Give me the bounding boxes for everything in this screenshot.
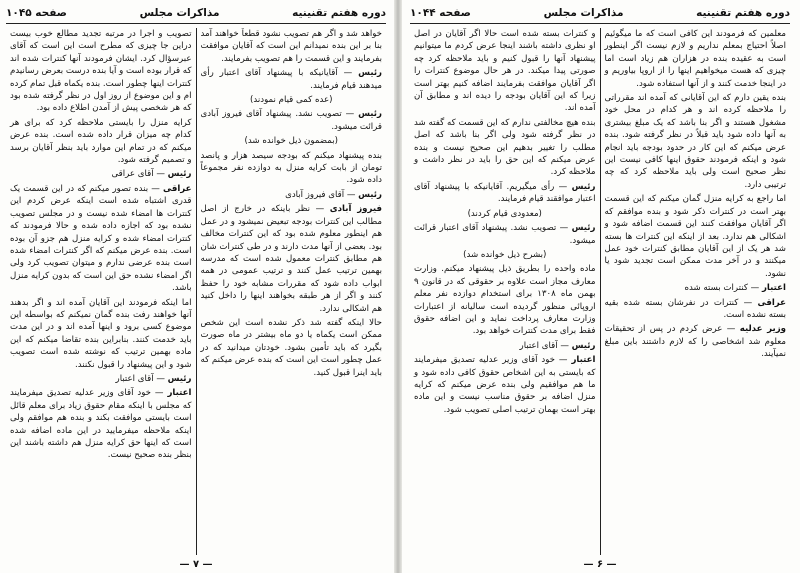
paragraph: رئیس — آقای عراقی [111,169,192,180]
paragraph-text: آقایانیکه با پیشنهاد آقای اعتبار رأی میدهند قیام فرمایند. [200,68,382,91]
paragraph-text: معلمین که فرمودند این کافی است که ما میگوئیم اصلاً احتیاج بمعلم نداریم و لازم نیست اگر اینطور است به عقیده بنده در هزاران هم زیاد است اما چیزی که هست میخواهیم اینها را از اروپا بیاوریم و در اینجا خدمت کنند و از آنها استفاده شود. [604,29,786,89]
right-page-title: مذاکرات مجلس [543,7,624,19]
speaker-name: عراقی [757,297,787,308]
right-header-rule [410,23,790,24]
right-page-number: صفحه ۱۰۴۴ [410,7,471,19]
left-page-title: مذاکرات مجلس [139,7,220,19]
paragraph: رئیس — تصویب نشد. پیشنهاد آقای فیروز آبادی قرائت میشود. [200,109,382,132]
paragraph-text: عرض کردم در پس از تحقیقات معلوم شد اشخاصی را که لازم داشتند باین مبلغ نمیآیند. [604,324,786,360]
paragraph-text: و کنترات بسته شده است حالا اگر آقایان در اصل او نظری داشته باشند اینجا عرض کردم ما میتوانیم پیشنهاد آنها را قبول کنیم و باید ملاحظه کرد چه صورتی پیدا میکند. در هر حال موضوع کنترات را اگر آقایان موافقت بفرمایند اضافه کنیم بهتر است زیرا که این آقایان بودجه را دیده اند و مطابق آن آمده اند. [414,29,596,114]
stage-direction: (عده کمی قیام نمودند) [250,95,333,106]
paragraph: رئیس — تصویب نشد. پیشنهاد آقای اعتبار قرائت میشود. [414,223,596,246]
speaker-name: رئیس [358,189,382,200]
paragraph [605,193,787,280]
paragraph-text: آقای عراقی [111,169,154,180]
paragraph [10,297,192,371]
paragraph-text: آقای فیروز آبادی [285,189,345,200]
speaker-name: فیروز آبادی [329,204,382,215]
left-page-number: صفحه ۱۰۴۵ [6,7,67,19]
right-column-b [601,28,791,555]
paragraph-text: آقای اعتبار [519,340,558,351]
paragraph: رئیس — آقای اعتبار [115,373,192,384]
paragraph: رئیس — آقای فیروز آبادی [285,189,382,200]
speaker-name: رئیس [571,181,596,192]
speaker-name: رئیس [167,169,192,180]
paragraph-text: اما راجع به کرایه منزل گمان میکنم که این قسمت بهتر است در کنترات ذکر شود و بنده موافقم که اگر آقایان موافقت کنند این قسمت اضافه شود و اشکالی هم ندارد. بعد از اینکه این کنترات ها بسته شد هر یک از این آقایان مطابق کنترات خود عمل میکنند و در آخر مدت ممکن است تجدید شود یا نشود. [604,194,786,279]
paragraph [414,28,596,115]
book-gutter [394,0,402,573]
paragraph-text: کنترات بسته شده [684,283,748,294]
paragraph-text: کرایه منزل را بایستی ملاحظه کرد که برای هر کدام چه میزان قرار داده شده است. بنده عرض میکنم که در تمام این موارد باید بنظر آقایان برسد و تصمیم گرفته شود. [10,117,192,166]
left-page-columns [6,28,386,555]
paragraph-text: تصویب و اجرا در مرتبه تجدید مطالع خوب بیست دراین جا چیزی که مطرح است این است که آقای عبرسؤال کرد. ایشان فرمودند آنها کنترات شده اند که قرار بوده است و آیا بنده درست بعرض رسانیدم کنترات اینها چطور است. بنده یکماه قبل تمام کرده ام و این موضوع از روز اول در نظر گرفته شده بود که هر شخصی پیش از آمدن اطلاع داده بود. [10,29,192,114]
paragraph: عراقی — بنده تصور میکنم که در این قسمت یک قدری اشتباه شده است اینکه عرض کردم این کنترات ها امضاء شده نیست و در مجلس تصویب نشده بود که اجازه داده شده و حالا فرمودند که کنترات امضاء شده و کرایه منزل هم جزو آن بوده است. بنده عرض میکنم که اگر کنترات امضاء شده است بنده عرضی ندارم و میتوان تصویب کرد ولی اگر امضاء نشده حق این است که بدون کرایه منزل باشد. [10,183,192,294]
paragraph: فیروز آبادی — نظر باینکه در خارج از اصل مطالب این کنترات بودجه تبعیض نمیشود و در عمل هم اینطور معلوم شده بود که این کنترات مخالف بود. بعضی از آنها مدت دارند و در طی کنترات شان هم مطابق کنترات معمول شده است که مدرسه بهمین ترتیب عمل کنند و ترتیب عمومی در همه ابواب داده شود که مقررات مشابه خود را حفظ کنند و اگر از هر طبقه بخواهند اینها را داخل کنید هم اشکالی ندارد. [200,204,382,314]
paragraph-text: بنده پیشنهاد میکنم که بودجه سیصد هزار و پانصد تومان از بابت کرایه منزل به دوازده نفر مجموعاً داده شود. [200,150,382,186]
right-column-a [410,28,600,555]
paragraph-text: حالا اینکه گفته شد ذکر نشده است این شخص ممکن است یکماه یا دو ماه بیشتر در ماه صورت بگیرد که باید تأمین بشود. خودتان میدانید که در عمل چطور است این است که بنده عرض میکنم که باید اینرا قبول کنید. [200,317,382,378]
speaker-name: رئیس [167,373,192,384]
paragraph [414,117,596,179]
stage-direction: (بمضمون ذیل خوانده شد) [244,136,338,147]
stage-direction: (معدودی قیام کردند) [467,208,542,219]
paragraph [605,92,787,191]
left-page-session: دوره هفتم تقنینیه [292,7,386,19]
paragraph [201,150,383,187]
left-column-a [197,28,387,555]
paragraph: عراقی — کنترات در نفرشان بسته شده بقیه بسته نشده است. [604,297,787,320]
paragraph [10,117,192,167]
paragraph-text: تصویب نشد. پیشنهاد آقای اعتبار قرائت میشود. [414,223,596,246]
paragraph: رئیس — آقای اعتبار [519,340,596,351]
speaker-name: اعتبار [167,388,192,399]
left-column-b [6,28,196,555]
paragraph-text: بنده هیچ مخالفتی ندارم که این قسمت که گفته شد در نظر گرفته شود ولی اگر بنا باشد که اصل مطلب را تغییر بدهیم این صحیح نیست و بنده عرض میکنم که این حق را باید در نظر داشت و ملاحظه کرد. [414,117,596,178]
paragraph-text: خواهد شد و اگر هم تصویب نشود قطعاً خواهند آمد بنا بر این بنده نمیدانم این است که آقایان موافقت بفرمایند و این قسمت را هم تصویب بفرمایند. [200,29,382,64]
speaker-name: اعتبار [571,355,596,366]
speaker-name: عراقی [163,183,192,194]
paragraph-text: رأی میگیریم. آقایانیکه با پیشنهاد آقای اعتبار موافقند قیام فرمایند. [414,181,596,205]
paragraph [10,28,192,115]
paragraph-text: تصویب نشد. پیشنهاد آقای فیروز آبادی قرائت میشود. [200,109,382,132]
paragraph: وزیر عدلیه — عرض کردم در پس از تحقیقات معلوم شد اشخاصی را که لازم داشتند باین مبلغ نمیآیند. [604,324,787,360]
paragraph [605,28,787,90]
left-page-footer: — ۷ — [179,559,213,570]
paragraph-text: کنترات در نفرشان بسته شده بقیه بسته نشده است. [604,297,786,320]
paragraph-text: بنده تصور میکنم که در این قسمت یک قدری اشتباه شده است اینکه عرض کردم این کنترات ها امضاء شده نیست و در مجلس تصویب نشده بود که اجازه داده شده و حالا فرمودند که کنترات امضاء شده و کرایه منزل هم جزو آن بوده است. بنده عرض میکنم که اگر کنترات امضاء شده است بنده عرضی ندارم و میتوان تصویب کرد ولی اگر امضاء نشده حق این است که بدون کرایه منزل باشد. [10,183,192,294]
right-page [404,0,796,573]
paragraph-text: خود آقای وزیر عدلیه تصدیق میفرمایند که مجلس با اینکه مقام حقوق زیاد برای معلم قائل است بایستی موافقت بکند و بنده هم موافقم ولی اینکه ملاحظه میفرمایید در این ماده اضافه شده است که اینها حق کرایه منزل هم داشته باشند این بنظر بنده صحیح نیست. [10,388,192,461]
right-page-session: دوره هفتم تقنینیه [696,7,790,19]
paragraph: اعتبار — خود آقای وزیر عدلیه تصدیق میفرمایند که مجلس با اینکه مقام حقوق زیاد برای معلم قائل است بایستی موافقت بکند و بنده هم موافقم ولی اینکه ملاحظه میفرمایید در این ماده اضافه شده است که اینها حق کرایه منزل هم داشته باشند این بنظر بنده صحیح نیست. [10,388,192,461]
right-page-header [410,4,790,22]
left-page-header [6,4,386,22]
speaker-name: رئیس [571,223,596,234]
paragraph: اعتبار — خود آقای وزیر عدلیه تصدیق میفرمایند که بایستی به این اشخاص حقوق کافی داده شود و ما هم موافقیم ولی بنده عرض میکنم که کرایه منزل اضافه بر حقوق مناسب نیست و این ماده بهتر است بهمان ترتیب اصلی تصویب شود. [414,355,596,415]
paragraph-text: ماده واحده را بطریق ذیل پیشنهاد میکنم. وزارت معارف مجاز است علاوه بر حقوقی که در قانون ۹ بهمن ماه ۱۳۰۸ برای استخدام دوازده نفر معلم اروپائی منظور گردیده است سالیانه از اعتبارات وزارت معارف پرداخت نماید و این اضافه حقوق فقط برای مدت کنترات خواهد بود. [414,264,596,337]
right-column-divider [600,28,601,555]
speaker-name: وزیر عدلیه [739,324,787,335]
paragraph: رئیس — رأی میگیریم. آقایانیکه با پیشنهاد آقای اعتبار موافقند قیام فرمایند. [414,181,596,205]
speaker-name: رئیس [358,68,383,79]
paragraph-text: نظر باینکه در خارج از اصل مطالب این کنترات بودجه تبعیض نمیشود و در عمل هم اینطور معلوم شده بود که این کنترات مخالف بود. بعضی از آنها مدت دارند و در طی کنترات شان هم مطابق کنترات معمول شده است که مدرسه بهمین ترتیب عمل کنند و ترتیب عمومی در همه ابواب داده شود که مقررات مشابه خود را حفظ کنند و اگر از هر طبقه بخواهند اینها را داخل کنید هم اشکالی ندارد. [200,204,382,314]
paragraph-text: آقای اعتبار [115,373,154,384]
right-page-footer: — ۶ — [583,559,617,570]
paragraph: رئیس — آقایانیکه با پیشنهاد آقای اعتبار رأی میدهند قیام فرمایند. [200,68,383,91]
paragraph-text: بنده یقین دارم که این آقایانی که آمده اند مقرراتی را ملاحظه کرده اند و هر کدام در محل خود مشغول هستند و اگر بنا باشد که یک مبلغ بیشتری به آنها داده شود باید قبلاً در نظر گرفته شود. بنده عرض میکنم که این کار در حدود بودجه باید انجام شود و اینکه فرمودند حقوق اینها کافی نیست این نظر صحیح است ولی باید ملاحظه کرد که چه ترتیبی دارد. [604,93,786,190]
right-page-columns [410,28,790,555]
paragraph-text: اما اینکه فرمودند این آقایان آمده اند و اگر بدهند آنها خواهند رفت بنده گمان نمیکنم که بواسطه این موضوع کسی برود و اینها آمده اند و در این مدت باید خدمت کنند. بنابراین بنده تقاضا میکنم که این ماده بهمین ترتیب که نوشته شده است تصویب شود و این پیشنهاد را قبول نکنند. [10,297,192,370]
stage-direction: (بشرح ذیل خوانده شد) [463,249,547,260]
speaker-name: اعتبار [761,283,786,294]
left-page [0,0,392,573]
speaker-name: رئیس [571,340,596,351]
speaker-name: رئیس [358,109,382,120]
paragraph [201,28,383,65]
paragraph: اعتبار — کنترات بسته شده [684,283,786,294]
paragraph [414,263,596,337]
paragraph [201,317,383,379]
left-header-rule [6,23,386,24]
left-column-divider [196,28,197,555]
paragraph-text: خود آقای وزیر عدلیه تصدیق میفرمایند که بایستی به این اشخاص حقوق کافی داده شود و ما هم موافقیم ولی بنده عرض میکنم که کرایه منزل اضافه بر حقوق مناسب نیست و این ماده بهتر است بهمان ترتیب اصلی تصویب شود. [414,355,596,415]
